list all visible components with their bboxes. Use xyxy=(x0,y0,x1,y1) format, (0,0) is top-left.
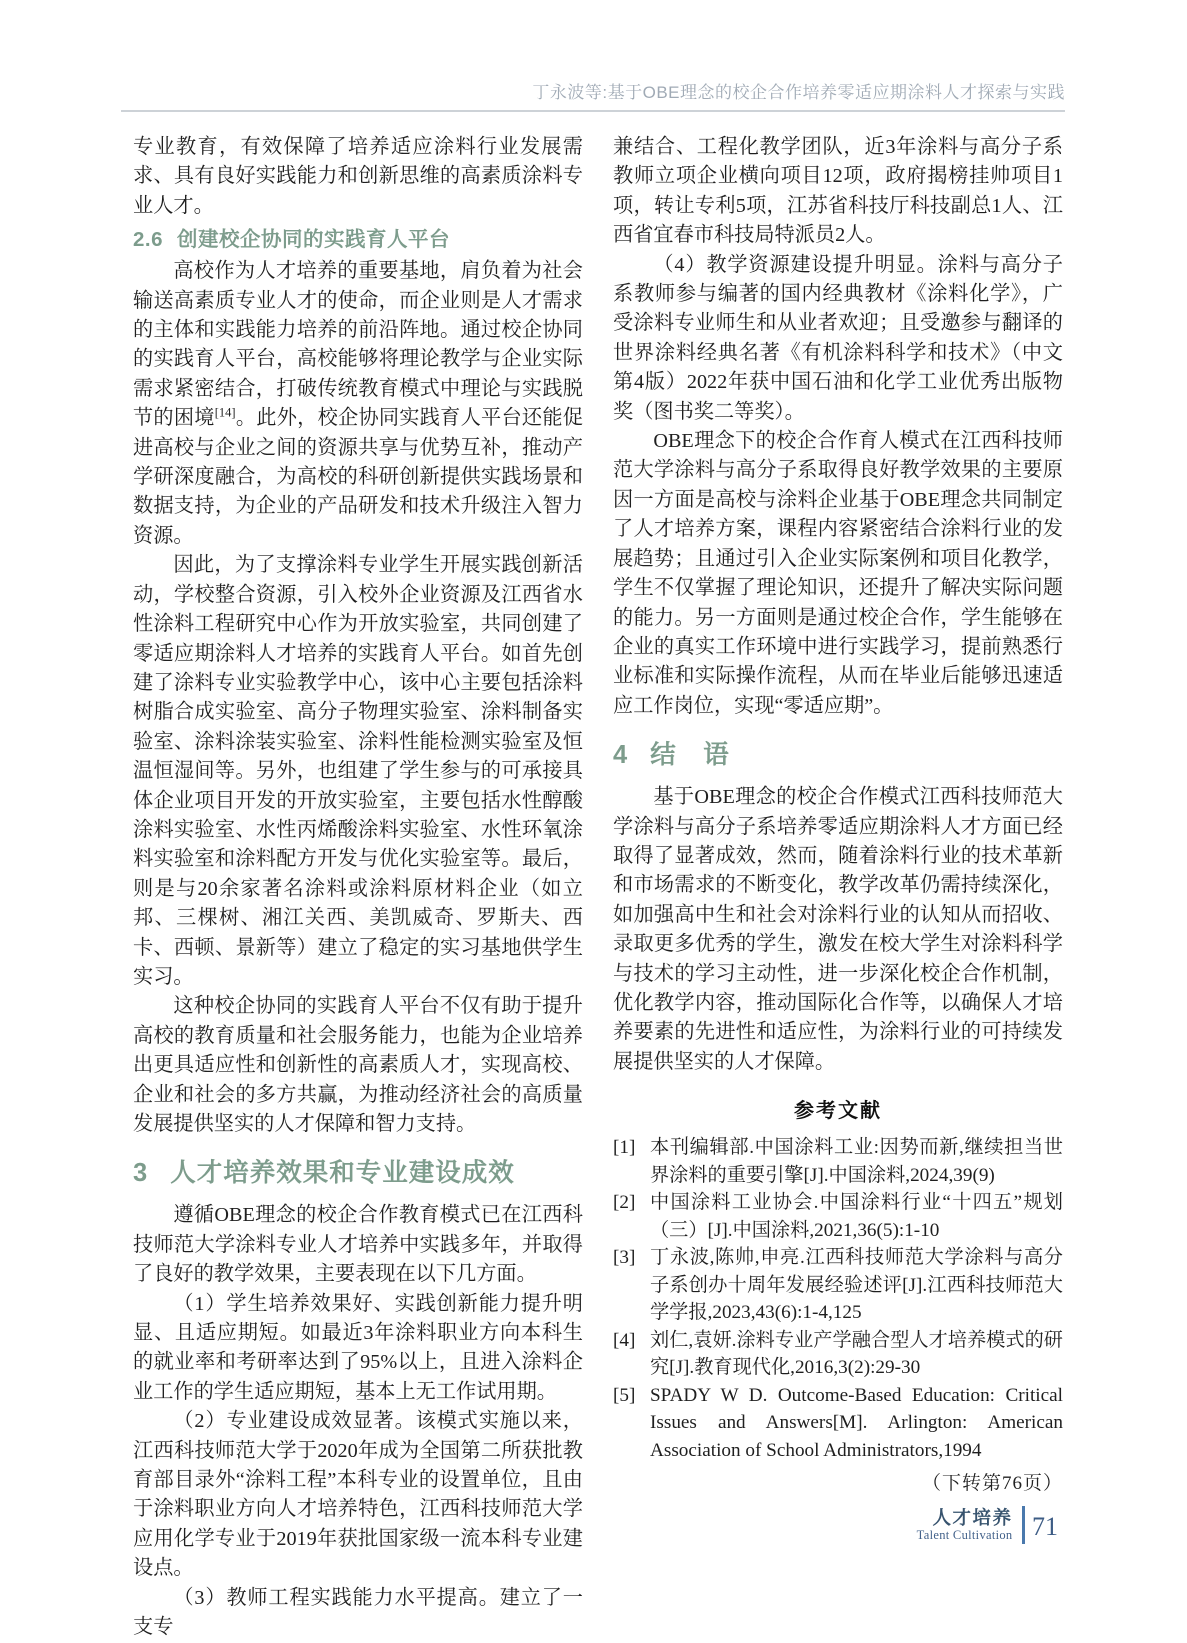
paragraph-lead-continuation: 专业教育，有效保障了培养适应涂料行业发展需求、具有良好实践能力和创新思维的高素质涂料专业人才。 xyxy=(133,136,583,217)
footer-column-names xyxy=(917,1507,1013,1543)
left-column xyxy=(133,133,583,1643)
paragraph-effect-2: （2）专业建设成效显著。该模式实施以来，江西科技师范大学于2020年成为全国第二所获批教育部目录外“涂料工程”本科专业的设置单位，且由于涂料职业方向人才培养特色，江西科技师范大学应用化学专业于2019年获批国家级一流本科专业建设点。 xyxy=(133,1410,583,1580)
running-header-title: 丁永波等:基于OBE理念的校企合作培养零适应期涂料人才探索与实践 xyxy=(532,83,1065,102)
page-footer xyxy=(917,1504,1058,1546)
paragraph-conclusion: 基于OBE理念的校企合作模式江西科技师范大学涂料与高分子系培养零适应期涂料人才方面已经取得了显著成效，然而，随着涂料行业的技术革新和市场需求的不断变化，教学改革仍需持续深化，如加强高中生和社会对涂料行业的认知从而招收、录取更多优秀的学生，激发在校大学生对涂料科学与技术的学习主动性，进一步深化校企合作机制，优化教学内容，推动国际化合作等，以确保人才培养要素的先进性和适应性，为涂料行业的可持续发展提供坚实的人才保障。 xyxy=(613,786,1063,1073)
right-column xyxy=(613,133,1063,1643)
heading-section-3 xyxy=(133,1156,583,1190)
reference-marker: [1] xyxy=(613,1137,636,1159)
paragraph-effect-4: （4）教学资源建设提升明显。涂料与高分子系教师参与编著的国内经典教材《涂料化学》，广受涂料专业师生和从业者欢迎；且受邀参与翻译的世界涂料经典名著《有机涂料科学和技术》（中文第4版）2022年获中国石油和化学工业优秀出版物奖（图书奖二等奖）。 xyxy=(613,253,1063,423)
paragraph-effect-3-start: （3）教师工程实践能力水平提高。建立了一支专 xyxy=(133,1586,583,1639)
references-list xyxy=(613,1134,1063,1464)
reference-item xyxy=(613,1382,1063,1465)
paragraph-win-win: 这种校企协同的实践育人平台不仅有助于提升高校的教育质量和社会服务能力，也能为企业培养出更具适应性和创新性的高素质人才，实现高校、企业和社会的多方共赢，为推动经济社会的高质量发展提供坚实的人才保障和智力支持。 xyxy=(133,995,583,1135)
page-number: 71 xyxy=(1032,1512,1058,1541)
paragraph-results-overview: 遵循OBE理念的校企合作教育模式已在江西科技师范大学涂料专业人才培养中实践多年，并取得了良好的教学效果，主要表现在以下几方面。 xyxy=(133,1204,583,1286)
section-number: 4 xyxy=(613,741,629,770)
article-body xyxy=(133,133,1063,1643)
footer-column-name-cn: 人才培养 xyxy=(932,1507,1013,1528)
section-number: 3 xyxy=(133,1159,149,1188)
paragraph-effect-1: （1）学生培养效果好、实践创新能力提升明显、且适应期短。如最近3年涂料职业方向本科生的就业率和考研率达到了95%以上，且进入涂料企业工作的学生适应期短，基本上无工作试用期。 xyxy=(133,1292,583,1403)
reference-text: 中国涂料工业协会.中国涂料行业“十四五”规划（三）[J].中国涂料,2021,36(5):1-10 xyxy=(650,1192,1063,1241)
paragraph-effect-3-continuation: 兼结合、工程化教学团队，近3年涂料与高分子系教师立项企业横向项目12项，政府揭榜挂帅项目1项，转让专利5项，江苏省科技厅科技副总1人、江西省宜春市科技局特派员2人。 xyxy=(613,136,1063,247)
footer-column-name-en: Talent Cultivation xyxy=(916,1528,1013,1542)
reference-item xyxy=(613,1327,1063,1382)
footer-divider-bar xyxy=(1022,1506,1026,1544)
reference-text: 刘仁,袁妍.涂料专业产学融合型人才培养模式的研究[J].教育现代化,2016,3(2):29-30 xyxy=(650,1329,1063,1379)
paragraph-platform-text: 高校作为人才培养的重要基地，肩负着为社会输送高素质专业人才的使命，而企业则是人才需求的主体和实践能力培养的前沿阵地。通过校企协同的实践育人平台，高校能够将理论教学与企业实际需求紧密结合，打破传统教育模式中理论与实践脱节的困境 xyxy=(133,260,583,430)
reference-marker: [5] xyxy=(613,1384,636,1406)
reference-item xyxy=(613,1244,1063,1327)
reference-marker: [4] xyxy=(613,1329,636,1351)
reference-item xyxy=(613,1189,1063,1244)
section-title: 创建校企协同的实践育人平台 xyxy=(177,228,450,252)
header-rule-line xyxy=(121,110,1065,112)
references-title: 参考文献 xyxy=(794,1100,882,1123)
paragraph-platform xyxy=(133,257,583,551)
heading-section-2-6 xyxy=(133,225,583,254)
reference-text: 丁永波,陈帅,申亮.江西科技师范大学涂料与高分子系创办十周年发展经验述评[J].江西科技师范大学学报,2023,43(6):1-4,125 xyxy=(650,1247,1063,1324)
paragraph-obe-summary: OBE理念下的校企合作育人模式在江西科技师范大学涂料与高分子系取得良好教学效果的主要原因一方面是高校与涂料企业基于OBE理念共同制定了人才培养方案，课程内容紧密结合涂料行业的发展趋势；且通过引入企业实际案例和项目化教学，学生不仅掌握了理论知识，还提升了解决实际问题的能力。另一方面则是通过校企合作，学生能够在企业的真实工作环境中进行实践学习，提前熟悉行业标准和实际操作流程，从而在毕业后能够迅速适应工作岗位，实现“零适应期”。 xyxy=(613,430,1063,717)
citation-superscript-14: [14] xyxy=(214,405,236,420)
section-number: 2.6 xyxy=(133,228,163,252)
continued-on-page-note: （下转第76页） xyxy=(921,1473,1063,1495)
paragraph-platform-text-cont: 。此外，校企协同实践育人平台还能促进高校与企业之间的资源共享与优势互补，推动产学研深度融合，为高校的科研创新提供实践场景和数据支持，为企业的产品研发和技术升级注入智力资源。 xyxy=(133,407,583,547)
reference-item xyxy=(613,1134,1063,1189)
reference-text: 本刊编辑部.中国涂料工业:因势而新,继续担当世界涂料的重要引擎[J].中国涂料,2024,39(9) xyxy=(650,1137,1063,1186)
heading-section-4 xyxy=(613,738,1063,772)
section-title: 人才培养效果和专业建设成效 xyxy=(170,1159,515,1188)
reference-text: SPADY W D. Outcome-Based Education: Critical Issues and Answers[M]. Arlington: American Association of School Administrators,1994 xyxy=(650,1384,1063,1461)
paragraph-open-labs: 因此，为了支撑涂料专业学生开展实践创新活动，学校整合资源，引入校外企业资源及江西省水性涂料工程研究中心作为开放实验室，共同创建了零适应期涂料人才培养的实践育人平台。如首先创建了涂料专业实验教学中心，该中心主要包括涂料树脂合成实验室、高分子物理实验室、涂料制备实验室、涂料涂装实验室、涂料性能检测实验室及恒温恒湿间等。另外，也组建了学生参与的可承接具体企业项目开发的开放实验室，主要包括水性醇酸涂料实验室、水性丙烯酸涂料实验室、水性环氧涂料实验室和涂料配方开发与优化实验室等。最后，则是与20余家著名涂料或涂料原材料企业（如立邦、三棵树、湘江关西、美凯威奇、罗斯夫、西卡、西顿、景新等）建立了稳定的实习基地供学生实习。 xyxy=(133,554,583,988)
reference-marker: [3] xyxy=(613,1247,636,1269)
reference-marker: [2] xyxy=(613,1192,636,1214)
section-title: 结 语 xyxy=(650,741,730,770)
